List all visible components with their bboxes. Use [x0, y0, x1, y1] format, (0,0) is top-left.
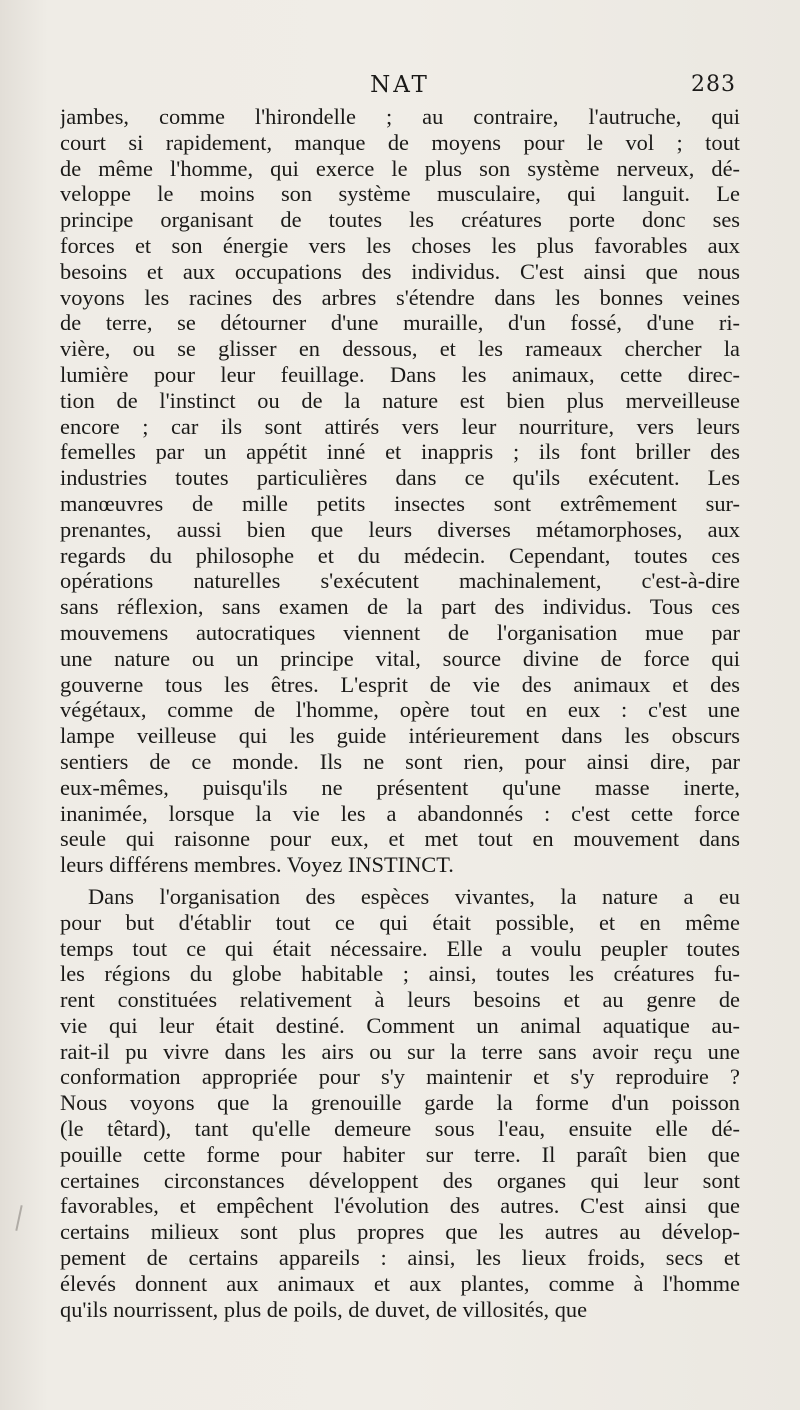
text-line: vie qui leur était destiné. Comment un animal aquatique au-	[60, 1012, 740, 1038]
running-head	[60, 72, 740, 102]
text-line: prenantes, aussi bien que leurs diverses métamorphoses, aux	[60, 516, 740, 542]
text-line: court si rapidement, manque de moyens pour le vol ; tout	[60, 129, 740, 155]
text-line: rent constituées relativement à leurs besoins et au genre de	[60, 987, 740, 1013]
text-line: Dans l'organisation des espèces vivantes, la nature a eu	[88, 883, 740, 909]
text-line: encore ; car ils sont attirés vers leur nourriture, vers leurs	[60, 413, 740, 439]
text-line: vière, ou se glisser en dessous, et les rameaux chercher la	[60, 336, 740, 362]
text-line: (le têtard), tant qu'elle demeure sous l'eau, ensuite elle dé-	[60, 1116, 740, 1142]
text-line: veloppe le moins son système musculaire, qui languit. Le	[60, 181, 740, 207]
text-line: Nous voyons que la grenouille garde la forme d'un poisson	[60, 1090, 740, 1116]
text-line: industries toutes particulières dans ce qu'ils exécutent. Les	[60, 465, 740, 491]
text-line: principe organisant de toutes les créatures porte donc ses	[60, 207, 740, 233]
margin-pencil-mark	[15, 1205, 22, 1231]
text-line: pour but d'établir tout ce qui était possible, et en même	[60, 909, 740, 935]
text-line: temps tout ce qui était nécessaire. Elle a voulu peupler toutes	[60, 935, 740, 961]
text-line: lampe veilleuse qui les guide intérieurement dans les obscurs	[60, 723, 740, 749]
text-line: conformation appropriée pour s'y maintenir et s'y reproduire ?	[60, 1064, 740, 1090]
text-line: favorables, et empêchent l'évolution des autres. C'est ainsi que	[60, 1193, 740, 1219]
text-line: manœuvres de mille petits insectes sont extrêmement sur-	[60, 490, 740, 516]
text-line: certaines circonstances développent des organes qui leur sont	[60, 1167, 740, 1193]
text-line: mouvemens autocratiques viennent de l'organisation mue par	[60, 619, 740, 645]
text-line: leurs différens membres. Voyez INSTINCT.	[60, 852, 454, 878]
text-line: une nature ou un principe vital, source divine de force qui	[60, 645, 740, 671]
text-line: inanimée, lorsque la vie les a abandonnés : c'est cette force	[60, 800, 740, 826]
text-line: les régions du globe habitable ; ainsi, toutes les créatures fu-	[60, 961, 740, 987]
text-line: élevés donnent aux animaux et aux plantes, comme à l'homme	[60, 1270, 740, 1296]
text-line: voyons les racines des arbres s'étendre dans les bonnes veines	[60, 284, 740, 310]
text-line: lumière pour leur feuillage. Dans les animaux, cette direc-	[60, 361, 740, 387]
text-line: sans réflexion, sans examen de la part des individus. Tous ces	[60, 594, 740, 620]
text-line: sentiers de ce monde. Ils ne sont rien, pour ainsi dire, par	[60, 748, 740, 774]
text-line: gouverne tous les êtres. L'esprit de vie des animaux et des	[60, 671, 740, 697]
text-line: de même l'homme, qui exerce le plus son système nerveux, dé-	[60, 155, 740, 181]
text-line: certains milieux sont plus propres que les autres au dévelop-	[60, 1219, 740, 1245]
running-title: NAT	[370, 72, 430, 98]
text-line: opérations naturelles s'exécutent machinalement, c'est-à-dire	[60, 568, 740, 594]
text-line: tion de l'instinct ou de la nature est bien plus merveilleuse	[60, 387, 740, 413]
paragraph-2	[60, 884, 740, 1323]
text-line: besoins et aux occupations des individus. C'est ainsi que nous	[60, 258, 740, 284]
text-line: rait-il pu vivre dans les airs ou sur la terre sans avoir reçu une	[60, 1038, 740, 1064]
text-line: végétaux, comme de l'homme, opère tout en eux : c'est une	[60, 697, 740, 723]
text-line: pouille cette forme pour habiter sur terre. Il paraît bien que	[60, 1141, 740, 1167]
text-line: qu'ils nourrissent, plus de poils, de duvet, de villosités, que	[60, 1296, 588, 1322]
text-line: seule qui raisonne pour eux, et met tout en mouvement dans	[60, 826, 740, 852]
page-number: 283	[691, 72, 736, 97]
text-line: forces et son énergie vers les choses les plus favorables aux	[60, 232, 740, 258]
text-line: femelles par un appétit inné et inappris ; ils font briller des	[60, 439, 740, 465]
text-line: eux-mêmes, puisqu'ils ne présentent qu'une masse inerte,	[60, 774, 740, 800]
text-line: de terre, se détourner d'une muraille, d'un fossé, d'une ri-	[60, 310, 740, 336]
text-line: pement de certains appareils : ainsi, les lieux froids, secs et	[60, 1245, 740, 1271]
body-text	[60, 104, 740, 1322]
paragraph-1	[60, 104, 740, 878]
text-line: regards du philosophe et du médecin. Cependant, toutes ces	[60, 542, 740, 568]
text-line: jambes, comme l'hirondelle ; au contraire, l'autruche, qui	[60, 104, 740, 129]
